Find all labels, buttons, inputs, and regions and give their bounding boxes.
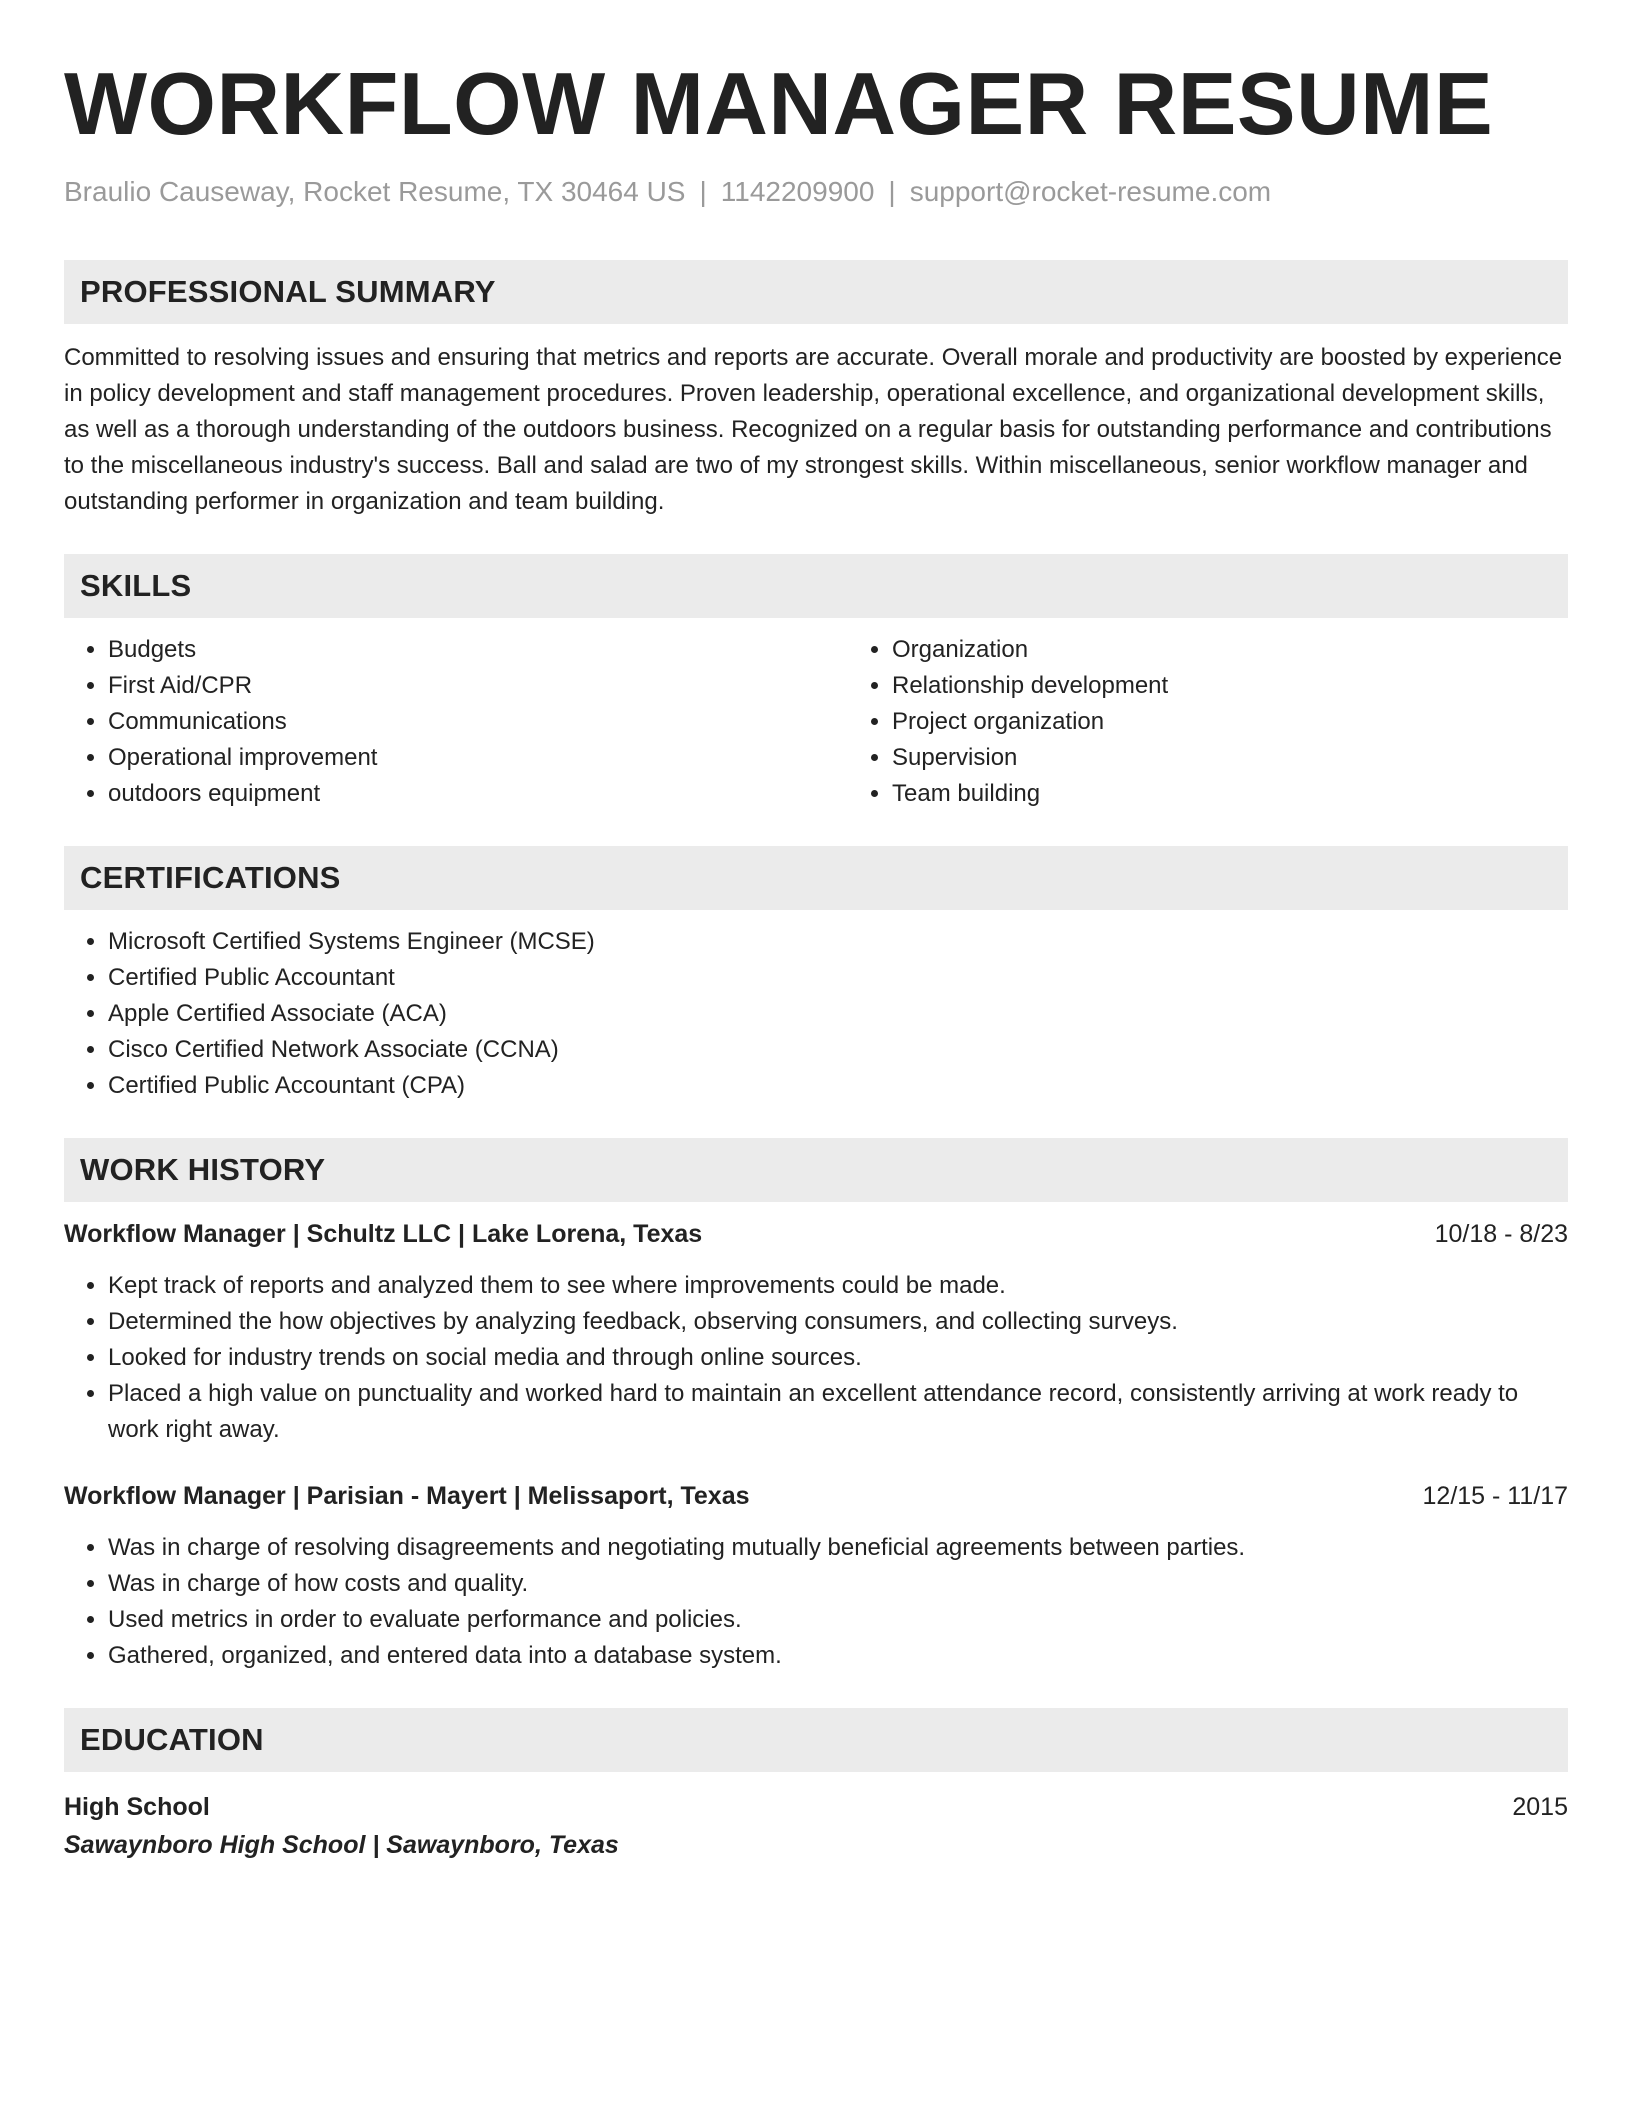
contact-separator: | [888, 176, 896, 207]
job-header [64, 1216, 1568, 1252]
summary-text: Committed to resolving issues and ensuring that metrics and reports are accurate. Overall morale and productivity are boosted by experience in policy development and staff management procedures. Proven leadership, operational excellence, and organizational development skills, as well as a thorough understanding of the outdoors business. Recognized on a regular basis for outstanding performance and contributions to the miscellaneous industry's success. Ball and salad are two of my strongest skills. Within miscellaneous, senior workflow manager and outstanding performer in organization and team building. [64, 344, 1563, 515]
education-section [64, 1708, 1568, 1864]
job-bullet: • Looked for industry trends on social media and through online sources. [108, 1340, 1568, 1376]
education-school: Sawaynboro High School | Sawaynboro, Texas [64, 1831, 619, 1859]
skill-item: • Communications [108, 704, 848, 740]
job-bullet: • Gathered, organized, and entered data into a database system. [108, 1638, 1568, 1674]
certification-item: • Cisco Certified Network Associate (CCNA) [108, 1032, 1568, 1068]
skills-heading: SKILLS [64, 554, 1568, 618]
education-degree: High School [64, 1793, 210, 1821]
skill-item: • First Aid/CPR [108, 668, 848, 704]
certifications-heading: CERTIFICATIONS [64, 846, 1568, 910]
work-history-heading: WORK HISTORY [64, 1138, 1568, 1202]
skill-item: • Operational improvement [108, 740, 848, 776]
job-title: Workflow Manager | Schultz LLC | Lake Lorena, Texas [64, 1220, 703, 1248]
certifications-section [64, 846, 1568, 1104]
skill-item: • Relationship development [892, 668, 1632, 704]
skill-item: • Budgets [108, 632, 848, 668]
job-entry [64, 1216, 1568, 1448]
education-header [64, 1788, 1568, 1826]
contact-separator: | [699, 176, 707, 207]
job-bullet: • Determined the how objectives by analyzing feedback, observing consumers, and collecting surveys. [108, 1304, 1568, 1340]
resume-title: WORKFLOW MANAGER RESUME [64, 54, 1494, 153]
certifications-list [64, 924, 1568, 1104]
job-entry [64, 1478, 1568, 1674]
job-dates: 12/15 - 11/17 [1422, 1482, 1568, 1510]
job-header [64, 1478, 1568, 1514]
certification-item: • Certified Public Accountant [108, 960, 1568, 996]
job-bullet: • Placed a high value on punctuality and worked hard to maintain an excellent attendance record, consistently arriving at work ready to work right away. [108, 1376, 1568, 1448]
skills-list-left [64, 632, 848, 812]
skill-item: • Organization [892, 632, 1632, 668]
job-bullet: • Used metrics in order to evaluate performance and policies. [108, 1602, 1568, 1638]
job-bullet: • Was in charge of resolving disagreements and negotiating mutually beneficial agreements between parties. [108, 1530, 1568, 1566]
summary-heading: PROFESSIONAL SUMMARY [64, 260, 1568, 324]
skill-item: • Team building [892, 776, 1632, 812]
job-bullet: • Was in charge of how costs and quality. [108, 1566, 1568, 1602]
skills-list-right [848, 632, 1632, 812]
skills-section [64, 554, 1568, 812]
contact-email: support@rocket-resume.com [909, 176, 1272, 207]
job-bullet: • Kept track of reports and analyzed them to see where improvements could be made. [108, 1268, 1568, 1304]
contact-phone: 1142209900 [720, 176, 875, 207]
education-year: 2015 [1512, 1793, 1568, 1821]
education-entry [64, 1788, 1568, 1864]
work-history-section [64, 1138, 1568, 1674]
job-dates: 10/18 - 8/23 [1434, 1220, 1568, 1248]
job-title: Workflow Manager | Parisian - Mayert | Melissaport, Texas [64, 1482, 750, 1510]
certification-item: • Certified Public Accountant (CPA) [108, 1068, 1568, 1104]
job-bullets [64, 1268, 1568, 1448]
education-heading: EDUCATION [64, 1708, 1568, 1772]
job-bullets [64, 1530, 1568, 1674]
skill-item: • outdoors equipment [108, 776, 848, 812]
summary-section [64, 260, 1568, 520]
skills-grid [64, 632, 1568, 812]
skill-item: • Supervision [892, 740, 1632, 776]
certification-item: • Microsoft Certified Systems Engineer (MCSE) [108, 924, 1568, 960]
certification-item: • Apple Certified Associate (ACA) [108, 996, 1568, 1032]
contact-line [64, 174, 1568, 210]
skill-item: • Project organization [892, 704, 1632, 740]
contact-address: Braulio Causeway, Rocket Resume, TX 30464 US [64, 176, 686, 207]
